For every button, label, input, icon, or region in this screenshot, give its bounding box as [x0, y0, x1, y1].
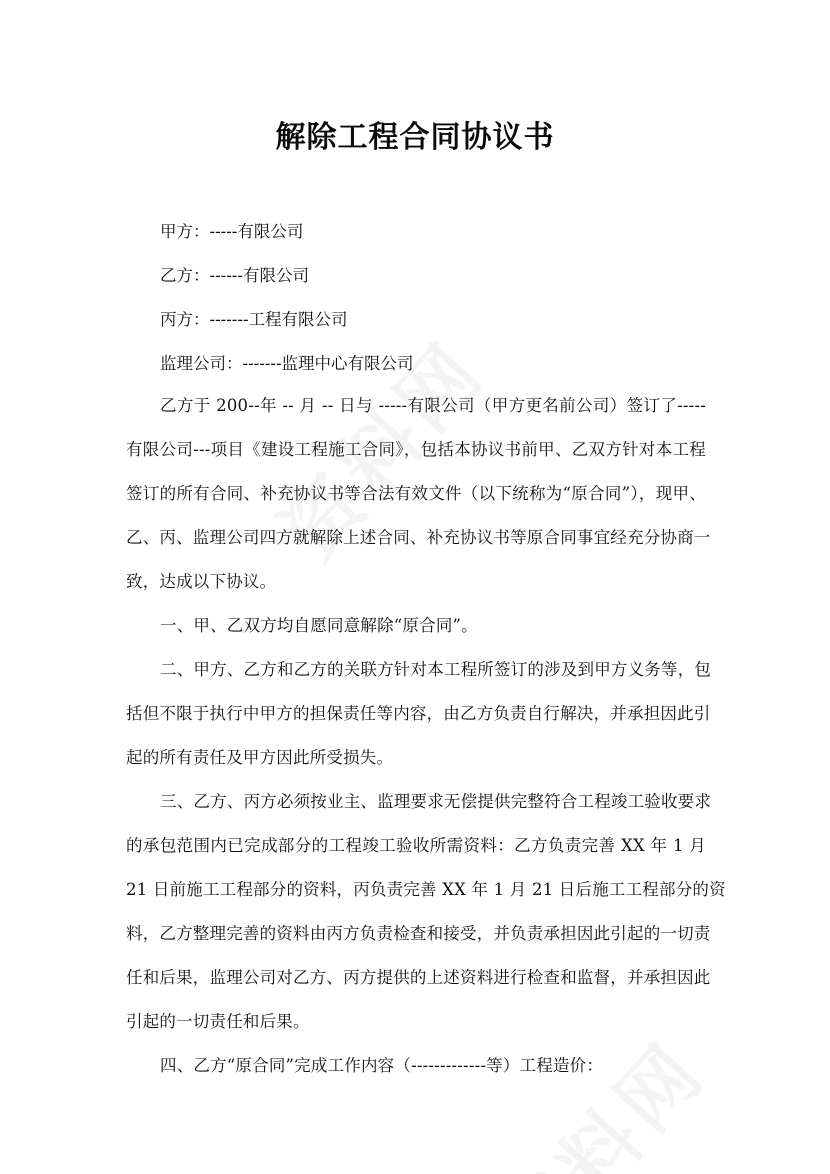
paragraph-line: 二、甲方、乙方和乙方的关联方针对本工程所签订的涉及到甲方义务等，包: [160, 660, 712, 679]
party-supervisor: 监理公司：-------监理中心有限公司: [160, 354, 414, 373]
paragraph-line: 任和后果，监理公司对乙方、丙方提供的上述资料进行检查和监督，并承担因此: [126, 968, 711, 987]
clause-4: [126, 1044, 706, 1088]
party-c: 丙方：-------工程有限公司: [160, 310, 348, 329]
paragraph-line: 21 日前施工工程部分的资料，丙负责完善 XX 年 1 月 21 日后施工工程部分的资: [126, 880, 726, 899]
paragraph-line: 引起的一切责任和后果。: [126, 1012, 310, 1031]
party-a: 甲方：-----有限公司: [160, 222, 304, 241]
paragraph-line: 四、乙方“原合同”完成工作内容（-------------等）工程造价：: [160, 1056, 604, 1075]
paragraph-line: 三、乙方、丙方必须按业主、监理要求无偿提供完整符合工程竣工验收要求: [160, 792, 712, 811]
paragraph-line: 料，乙方整理完善的资料由丙方负责检查和接受，并负责承担因此引起的一切责: [126, 924, 711, 943]
paragraph-line: 致，达成以下协议。: [126, 572, 277, 591]
paragraph-line: 有限公司---项目《建设工程施工合同》，包括本协议书前甲、乙双方针对本工程: [126, 440, 706, 459]
clause-1: [126, 604, 706, 648]
paragraph-line: 签订的所有合同、补充协议书等合法有效文件（以下统称为“原合同”），现甲、: [126, 484, 706, 503]
paragraph-line: 起的所有责任及甲方因此所受损失。: [126, 748, 394, 767]
paragraph-line: 乙、丙、监理公司四方就解除上述合同、补充协议书等原合同事宜经充分协商一: [126, 528, 711, 547]
clause-3: [126, 780, 726, 1044]
clause-2: [126, 648, 712, 780]
party-b: 乙方：------有限公司: [160, 266, 309, 285]
paragraph-line: 括但不限于执行中甲方的担保责任等内容，由乙方负责自行解决，并承担因此引: [126, 704, 711, 723]
paragraph-line: 乙方于 200--年 -- 月 -- 日与 -----有限公司（甲方更名前公司）签订了-----: [160, 396, 706, 415]
paragraph-line: 的承包范围内已完成部分的工程竣工验收所需资料：乙方负责完善 XX 年 1 月: [126, 836, 706, 855]
paragraph-line: 一、甲、乙双方均自愿同意解除“原合同”。: [160, 616, 478, 635]
preamble-paragraph: [126, 384, 711, 604]
page-title: 解除工程合同协议书: [275, 120, 555, 155]
